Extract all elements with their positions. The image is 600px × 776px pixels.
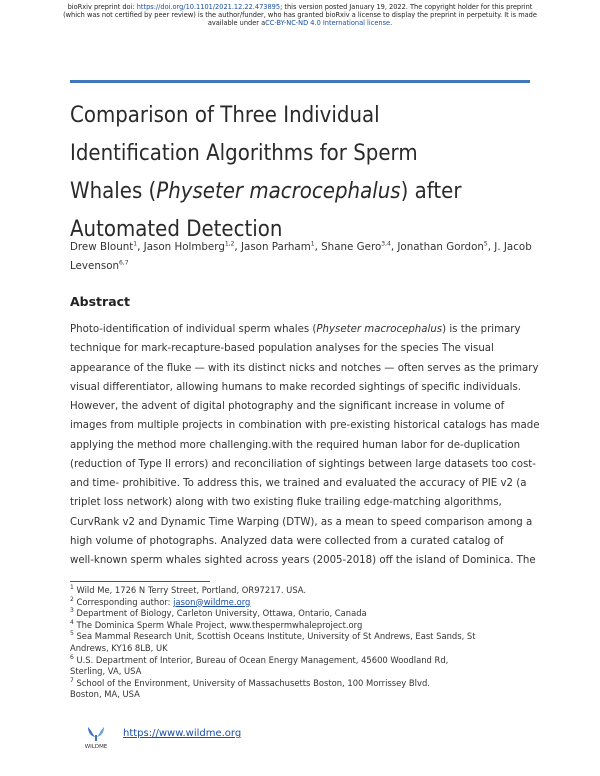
author-separator: ,	[314, 241, 322, 253]
abstract-line-text: CurvRank v2 and Dynamic Time Warping (DTW), as a mean to speed comparison among a	[70, 516, 533, 528]
footnote-text: The Dominica Sperm Whale Project, www.thespermwhaleproject.org	[73, 619, 363, 630]
abstract-line	[70, 493, 540, 512]
footnote-number: 4	[70, 618, 74, 626]
preprint-header-line-3	[40, 19, 560, 27]
author-affiliation-sup: 1	[133, 240, 138, 248]
abstract-line-text: applying the method more challenging.with the required human labor for de-duplication	[70, 439, 521, 451]
abstract-line	[70, 513, 540, 532]
footnote-number: 1	[70, 584, 74, 592]
footnote-number: 7	[70, 676, 74, 684]
footnote-text: Wild Me, 1726 N Terry Street, Portland, OR97217. USA.	[73, 585, 307, 595]
header-line3-prefix: available under a	[207, 19, 266, 28]
abstract-line	[70, 359, 540, 378]
author-affiliation-sup: 3,4	[381, 240, 391, 248]
title-species-italic: Physeter macrocephalus	[156, 178, 401, 204]
abstract-heading: Abstract	[70, 294, 131, 309]
footnote-text: Boston, MA, USA	[70, 689, 140, 700]
paper-title	[70, 96, 484, 248]
title-part-2: ) after Automated Detection	[70, 178, 462, 242]
author-separator: ,	[487, 241, 495, 253]
footnote-number: 2	[70, 595, 74, 603]
wildme-logo	[79, 724, 113, 750]
logo-wordmark: WILDME	[84, 744, 108, 750]
abstract-line	[70, 339, 540, 358]
footer-website-link[interactable]: https://www.wildme.org	[123, 728, 242, 739]
preprint-header-line-2: (which was not certified by peer review) is the author/funder, who has granted bioRxiv a license to display the preprint in perpetuity. It is made	[63, 11, 537, 20]
abstract-line	[70, 436, 540, 455]
footnote-text: U.S. Department of Interior, Bureau of Ocean Energy Management, 45600 Woodland Rd,	[73, 654, 449, 665]
logo-fluke-stem	[95, 735, 97, 741]
footnote	[70, 678, 540, 690]
footnote	[70, 631, 540, 643]
abstract-line-text: images from multiple projects in combination with pre-existing historical catalogs has made	[70, 420, 540, 432]
header-prefix: bioRxiv preprint doi:	[67, 3, 137, 11]
abstract-line-text: technique for mark-recapture-based population analyses for the species The visual	[70, 343, 494, 355]
author-affiliation-sup: 1,2	[224, 240, 235, 248]
author-separator: ,	[137, 241, 144, 253]
author-separator: ,	[234, 241, 241, 253]
footnote	[70, 689, 540, 701]
license-link[interactable]: CC-BY-NC-ND 4.0 International license	[265, 19, 391, 28]
author-affiliation-sup: 6,7	[119, 259, 129, 267]
header-line3-suffix: .	[390, 19, 393, 28]
footnote	[70, 597, 540, 609]
abstract-line	[70, 320, 540, 339]
author-list	[70, 238, 540, 276]
abstract-line	[70, 416, 540, 435]
author-affiliation-sup: 1	[310, 240, 315, 248]
abstract-species-italic: Physeter macrocephalus	[316, 324, 443, 335]
author-name: Jason Holmberg	[143, 241, 225, 253]
abstract-line	[70, 551, 540, 570]
abstract-line-text: However, the advent of digital photography and the significant increase in volume of	[70, 401, 505, 412]
author-name: Jason Parham	[240, 241, 311, 253]
footnote-divider	[70, 581, 210, 582]
abstract-line-text: appearance of the fluke — with its distinct nicks and notches — often serves as the primary	[70, 362, 539, 374]
abstract-line-text: high volume of photographs. Analyzed data were collected from a curated catalog of	[70, 535, 504, 547]
author-name: Drew Blount	[70, 241, 134, 253]
abstract-line	[70, 532, 540, 551]
footnote	[70, 620, 540, 632]
footnote	[70, 655, 540, 667]
abstract-line-text: well-known sperm whales sighted across years (2005-2018) off the island of Dominica. The	[70, 555, 536, 566]
abstract-line-text: Photo-identification of individual sperm whales (	[70, 324, 317, 335]
abstract-line-text: and time- prohibitive. To address this, we trained and evaluated the accuracy of PIE v2 (a	[70, 478, 527, 489]
footnote	[70, 666, 540, 678]
footnote-text: Sterling, VA, USA	[70, 666, 142, 677]
footnote-number: 5	[70, 630, 74, 638]
author-name: Shane Gero	[321, 241, 382, 253]
footnote-text: Department of Biology, Carleton University, Ottawa, Ontario, Canada	[73, 608, 367, 619]
corresponding-email-link[interactable]: jason@wildme.org	[173, 596, 251, 607]
abstract-line	[70, 378, 540, 397]
title-accent-rule	[70, 80, 530, 83]
abstract-line-text-end: ) is the primary	[442, 324, 521, 335]
abstract-body	[70, 320, 540, 570]
footnote-text: Sea Mammal Research Unit, Scottish Oceans Institute, University of St Andrews, East Sands, St	[73, 631, 476, 642]
abstract-line	[70, 474, 540, 493]
footnote-text: School of the Environment, University of Massachusetts Boston, 100 Morrissey Blvd.	[73, 677, 430, 688]
footnotes	[70, 585, 540, 701]
author-name: Jonathan Gordon	[397, 241, 484, 253]
author-affiliation-sup: 5	[483, 240, 488, 248]
abstract-line	[70, 397, 540, 416]
author-separator: ,	[390, 241, 398, 253]
logo-fluke-left	[88, 727, 95, 737]
footnote-text: Andrews, KY16 8LB, UK	[70, 642, 168, 653]
footnote	[70, 643, 540, 655]
author-name: J. Jacob Levenson	[70, 241, 532, 272]
footnote	[70, 608, 540, 620]
footnote	[70, 585, 540, 597]
footnote-number: 3	[70, 607, 74, 615]
abstract-line	[70, 455, 540, 474]
preprint-header-line-1	[40, 3, 560, 11]
footnote-text: Corresponding author:	[73, 596, 174, 607]
footnote-number: 6	[70, 653, 74, 661]
abstract-line-text: visual differentiator, allowing humans to make recorded sightings of specific individuals.	[70, 381, 522, 393]
logo-fluke-right	[97, 727, 104, 737]
doi-link[interactable]: https://doi.org/10.1101/2021.12.22.473895	[136, 3, 281, 11]
abstract-line-text: triplet loss network) along with two existing fluke trailing edge-matching algorithms,	[70, 497, 502, 509]
title-part-1: Comparison of Three Individual Identification Algorithms for Sperm Whales (	[70, 102, 418, 204]
header-suffix: ; this version posted January 19, 2022. The copyright holder for this preprint	[280, 3, 533, 11]
preprint-header	[40, 3, 560, 28]
abstract-line-text: (reduction of Type II errors) and reconciliation of sightings between large datasets too cost-	[70, 458, 536, 470]
